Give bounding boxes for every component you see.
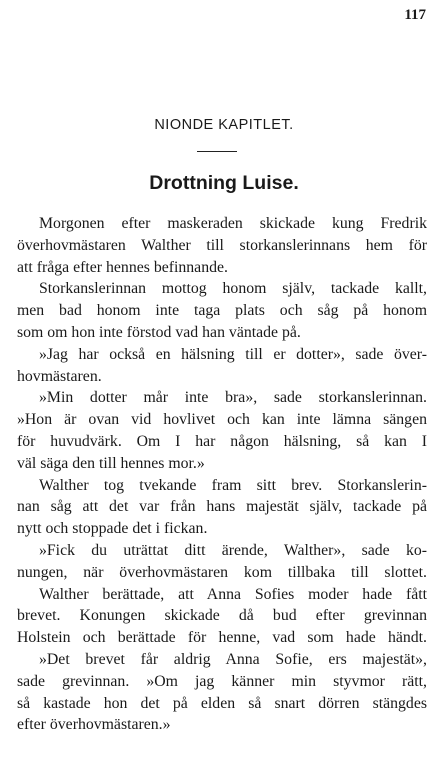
text-line: »Fick du uträttat ditt ärende, Walther», sade ko- — [39, 541, 427, 559]
text-line: »Jag har också en hälsning till er dotter», sade över- — [39, 345, 427, 363]
text-line: Holstein och berättade för henne, vad som hade händt. — [17, 629, 427, 647]
chapter-divider — [197, 151, 237, 152]
chapter-title: Drottning Luise. — [149, 172, 299, 194]
text-line: nan såg att det var från hans majestät själv, tackade på — [17, 498, 427, 516]
text-line: nungen, när överhovmästaren kom tillbaka till slottet. — [17, 563, 427, 581]
text-line: Walther tog tvekande fram sitt brev. Storkanslerin- — [39, 476, 427, 494]
page-number: 117 — [404, 7, 426, 23]
text-line: Walther berättade, att Anna Sofies moder hade fått — [39, 585, 427, 603]
text-line: brevet. Konungen skickade då bud efter grevinnan — [17, 607, 427, 625]
text-line: för huvudvärk. Om I har någon hälsning, så kan I — [17, 432, 427, 450]
text-line: Morgonen efter maskeraden skickade kung Fredrik — [39, 215, 427, 232]
text-line: »Min dotter mår inte bra», sade storkanslerinnan. — [39, 389, 427, 407]
text-line: Storkanslerinnan mottog honom själv, tackade kallt, — [39, 280, 427, 298]
text-line: men bad honom inte taga plats och såg på honom — [17, 302, 427, 320]
text-line: som om hon inte förstod vad han väntade på. — [17, 323, 301, 341]
text-line: »Hon är ovan vid hovlivet och kan inte lämna sängen — [17, 411, 427, 429]
text-line: hovmästaren. — [17, 367, 102, 385]
text-line: efter överhovmästaren.» — [17, 716, 171, 734]
text-line: väl säga den till hennes mor.» — [17, 454, 205, 472]
chapter-label: NIONDE KAPITLET. — [154, 117, 294, 133]
text-line: »Det brevet får aldrig Anna Sofie, ers majestät», — [39, 650, 427, 668]
chapter-body — [17, 213, 427, 736]
text-line: nytt och stoppade det i fickan. — [17, 520, 208, 538]
text-line: att fråga efter hennes befinnande. — [17, 258, 228, 276]
text-line: så kastade hon det på elden så snart dörren stängdes — [17, 694, 427, 712]
text-line: sade grevinnan. »Om jag känner min styvmor rätt, — [17, 672, 427, 690]
text-line: överhovmästaren Walther till storkanslerinnans hem för — [17, 236, 427, 254]
